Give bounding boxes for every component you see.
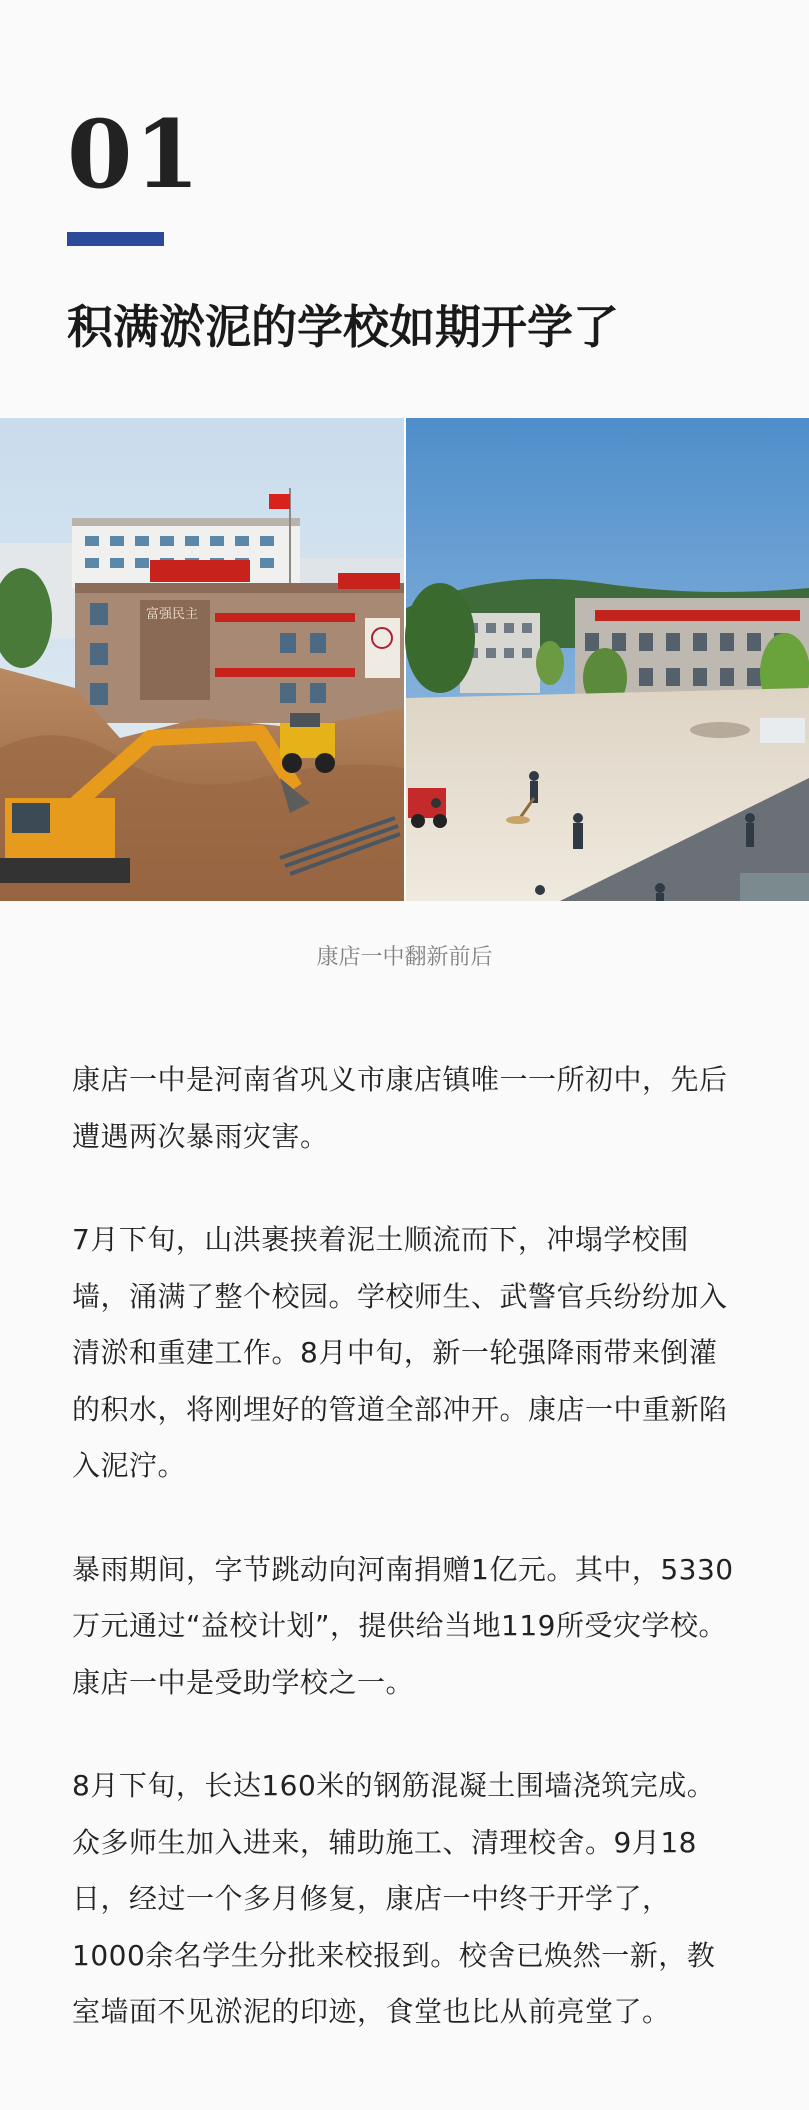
photo-caption: 康店一中翻新前后 — [316, 945, 493, 970]
before-after-photos — [0, 418, 809, 901]
before-photo — [0, 418, 405, 901]
school-sign-text: 富强民主 — [146, 607, 199, 622]
accent-bar — [67, 232, 164, 246]
paragraph: 暴雨期间，字节跳动向河南捐赠1亿元。其中，5330万元通过“益校计划”，提供给当地119所受灾学校。康店一中是受助学校之一。 — [72, 1552, 734, 1699]
after-photo — [405, 418, 809, 901]
paragraph: 康店一中是河南省巩义市康店镇唯一一所初中，先后遭遇两次暴雨灾害。 — [72, 1063, 728, 1153]
paragraph: 7月下旬，山洪裹挟着泥土顺流而下，冲塌学校围墙，涌满了整个校园。学校师生、武警官兵纷纷加入清淤和重建工作。8月中旬，新一轮强降雨带来倒灌的积水，将刚埋好的管道全部冲开。康店一中重新陷入泥泞。 — [72, 1223, 728, 1482]
section-number: 01 — [67, 100, 202, 210]
paragraph: 8月下旬，长达160米的钢筋混凝土围墙浇筑完成。众多师生加入进来，辅助施工、清理校舍。9月18日，经过一个多月修复，康店一中终于开学了，1000余名学生分批来校报到。校舍已焕然一新，教室墙面不见淤泥的印迹，食堂也比从前亮堂了。 — [72, 1769, 716, 2028]
section-title: 积满淤泥的学校如期开学了 — [67, 300, 619, 354]
article-body — [72, 1052, 742, 2088]
